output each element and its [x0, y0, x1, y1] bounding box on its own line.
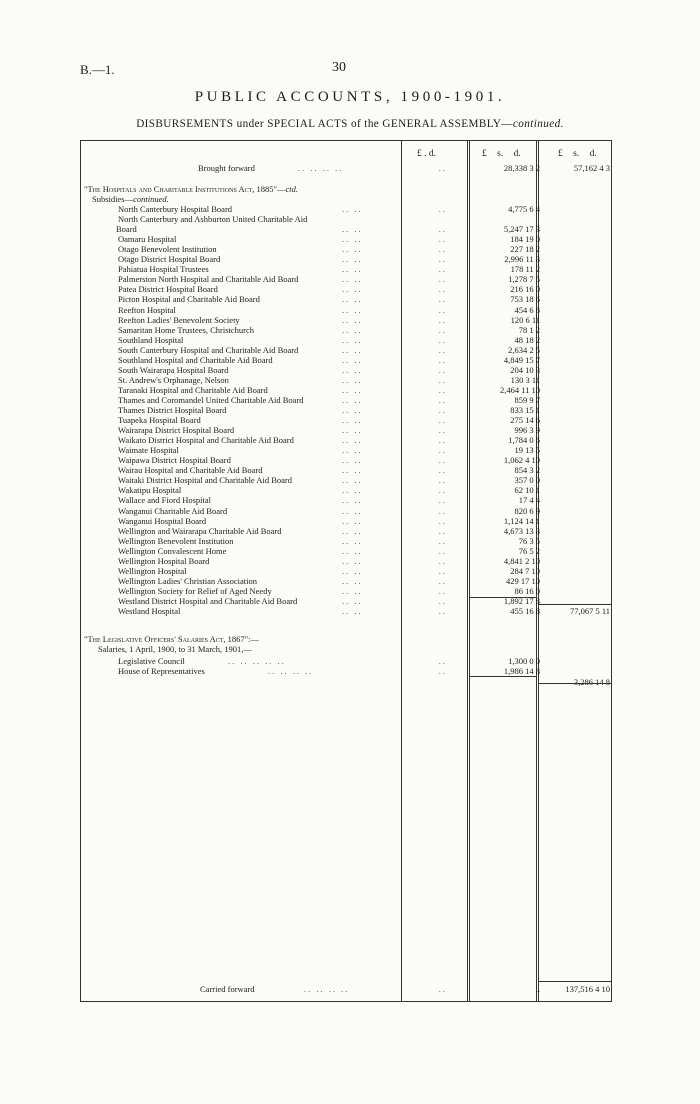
leader-dots: .. .. — [342, 485, 363, 496]
leader-dots: .. .. — [342, 545, 363, 556]
col1-dots: .. — [438, 465, 447, 476]
col1-dots: .. — [438, 666, 447, 676]
hospital-item-row — [80, 485, 612, 495]
hospital-item-amount: 275 14 6 — [510, 415, 540, 426]
hospital-item-name: Southland Hospital — [118, 334, 184, 345]
hospital-item-name: Wanganui Charitable Aid Board — [118, 505, 228, 516]
hospital-item-amount: 859 9 7 — [514, 394, 540, 405]
hospital-item-row — [80, 274, 612, 284]
col1-dots: .. — [438, 284, 447, 295]
leader-dots: .. .. — [342, 284, 363, 295]
hospital-item-name: Taranaki Hospital and Charitable Aid Board — [118, 384, 268, 395]
hospital-item-amount: 753 18 6 — [510, 294, 540, 305]
hospital-item-name: Wallace and Fiord Hospital — [118, 495, 212, 506]
hospital-item-row — [80, 415, 612, 425]
hospital-item-row — [80, 204, 612, 214]
hospital-item-name: Wairau Hospital and Charitable Aid Board — [118, 465, 263, 476]
officers-item-amount: 1,986 14 8 — [503, 666, 540, 676]
officers-item-row — [80, 666, 612, 676]
col1-dots: .. — [438, 505, 447, 516]
hospital-item-amount: 130 3 11 — [510, 374, 540, 385]
hospital-item-name: Palmerston North Hospital and Charitable Aid Board — [118, 274, 299, 285]
hospital-item-row — [80, 576, 612, 586]
hospital-item-row — [80, 234, 612, 244]
col-header-3: £ s. d. — [558, 149, 597, 159]
hospital-item-name: St. Andrew's Orphanage, Nelson — [118, 374, 229, 385]
leader-dots: .. .. — [342, 264, 363, 275]
hospital-item-row — [80, 536, 612, 546]
brought-forward-amount: 28,338 3 2 — [503, 163, 540, 173]
hospital-item-name: Reefton Ladies' Benevolent Society — [118, 314, 240, 325]
hospital-item-row — [80, 516, 612, 526]
col1-dots: .. — [438, 415, 447, 426]
leader-dots: .. .. — [342, 234, 363, 245]
leader-dots: .. .. — [342, 304, 363, 315]
page-number: 30 — [332, 60, 346, 75]
hospital-item-row — [80, 556, 612, 566]
col1-dots: .. — [438, 455, 447, 466]
hospital-item-amount: 2,996 11 3 — [504, 254, 540, 265]
hospitals-total: 77,067 5 11 — [569, 606, 610, 616]
hospital-item-amount: 820 6 9 — [514, 505, 540, 516]
hospital-item-name: Southland Hospital and Charitable Aid Board — [118, 354, 273, 365]
leader-dots: .. .. — [342, 344, 363, 355]
hospital-item-amount: 1,062 4 10 — [503, 455, 540, 466]
hospital-item-row — [80, 425, 612, 435]
hospitals-act-ctd: ctd. — [285, 184, 299, 194]
col1-dots: .. — [438, 535, 447, 546]
leader-dots: .. .. — [342, 244, 363, 255]
col1-dots: .. — [438, 606, 447, 616]
officers-item-row — [80, 656, 612, 666]
col1-dots: .. — [438, 274, 447, 285]
subsidies-continued: continued. — [133, 194, 169, 204]
leader-dots: .. .. — [342, 254, 363, 265]
leader-dots: .. .. — [342, 425, 363, 436]
hospital-item-amount: 227 18 2 — [510, 244, 540, 255]
subtotal-rule-officers — [470, 676, 536, 677]
hospital-item-name: Picton Hospital and Charitable Aid Board — [118, 294, 260, 305]
leader-dots: .. .. — [342, 334, 363, 345]
hospital-item-name: Waikato District Hospital and Charitable Aid Board — [118, 435, 294, 446]
leader-dots: .. .. — [342, 585, 363, 596]
col1-dots: .. — [438, 656, 447, 666]
hospital-item-amount: 184 19 0 — [510, 234, 540, 245]
col1-dots: .. — [438, 495, 447, 506]
leader-dots: .. .. — [342, 314, 363, 325]
col1-dots: .. — [438, 384, 447, 395]
carried-forward-label: Carried forward — [200, 984, 255, 994]
hospital-item-amount: 76 5 2 — [518, 545, 540, 556]
leader-dots: .. .. — [342, 445, 363, 456]
leader-dots: .. .. — [342, 405, 363, 415]
hospitals-act-heading — [80, 184, 612, 194]
hospital-item-name: Wairarapa District Hospital Board — [118, 425, 235, 436]
leader-dots: .. .. — [342, 606, 363, 616]
leader-dots: .. .. — [342, 525, 363, 536]
officers-item-amount: 1,300 0 0 — [508, 656, 540, 666]
leader-dots: .. .. — [342, 364, 363, 375]
hospital-item-amount: 86 16 0 — [514, 585, 540, 596]
officers-item-name: House of Representatives — [118, 666, 205, 676]
leader-dots: .. .. — [342, 294, 363, 305]
officers-item-name: Legislative Council — [118, 656, 185, 666]
leader-dots: .. .. — [342, 495, 363, 506]
col1-dots: .. — [438, 435, 447, 446]
hospital-item-row — [80, 355, 612, 365]
brought-forward-label: Brought forward — [198, 163, 255, 173]
hospital-item-row — [80, 435, 612, 445]
hospital-item-name: South Canterbury Hospital and Charitable Aid Board — [118, 344, 299, 355]
leader-dots: .. .. .. .. — [268, 666, 314, 676]
hospitals-act-title — [84, 184, 298, 194]
hospital-item-name: Tuapeka Hospital Board — [118, 415, 201, 426]
col1-dots: .. — [438, 334, 447, 345]
hospital-item-amount: 2,464 11 10 — [499, 384, 540, 395]
hospital-item-amount: 429 17 10 — [506, 575, 540, 586]
leader-dots: .. .. — [342, 465, 363, 476]
hospital-item-row — [80, 294, 612, 304]
leader-dots: .. .. — [342, 555, 363, 566]
hospital-item-amount: 833 15 1 — [510, 405, 540, 415]
hospital-item-amount: 4,849 15 7 — [503, 354, 540, 365]
hospital-item-amount: 284 7 10 — [510, 565, 540, 576]
col1-dots: .. — [438, 364, 447, 375]
hospital-item-row — [80, 445, 612, 455]
col1-dots: .. — [438, 314, 447, 325]
hospital-item-amount: 1,892 17 8 — [503, 595, 540, 606]
hospital-item-amount: 357 0 0 — [514, 475, 540, 486]
hospital-item-name: Wellington Hospital Board — [118, 555, 210, 566]
hospital-item-row — [80, 325, 612, 335]
col1-dots: .. — [438, 515, 447, 526]
leader-dots: .. .. — [342, 575, 363, 586]
hospital-item-amount: 854 3 2 — [514, 465, 540, 476]
hospital-item-amount: 4,841 2 10 — [503, 555, 540, 566]
col2-dots: .. — [535, 984, 540, 994]
col1-dots: .. — [438, 264, 447, 275]
hospital-item-row — [80, 526, 612, 536]
hospital-item-amount: 4,673 13 3 — [503, 525, 540, 536]
hospital-item-row — [80, 335, 612, 345]
leader-dots: .. .. — [342, 374, 363, 385]
hospital-item-row — [80, 495, 612, 505]
hospital-item-row — [80, 475, 612, 485]
col1-dots: .. — [438, 475, 447, 486]
carried-forward-row — [80, 984, 612, 994]
col1-dots: .. — [438, 425, 447, 436]
hospital-item-row — [80, 305, 612, 315]
leader-dots: .. .. — [342, 515, 363, 526]
hospital-item-amount: 1,784 0 6 — [508, 435, 540, 446]
hospital-item-row — [80, 345, 612, 355]
col1-dots: .. — [438, 324, 447, 335]
hospital-item-name: Wakatipu Hospital — [118, 485, 182, 496]
col1-dots: .. — [438, 204, 447, 214]
col1-dots: .. — [438, 163, 447, 173]
leader-dots: .. .. — [342, 535, 363, 546]
hospital-item-amount: 76 3 5 — [518, 535, 540, 546]
leader-dots: .. .. — [342, 224, 363, 235]
col1-dots: .. — [438, 344, 447, 355]
hospital-item-name: Westland Hospital — [118, 606, 181, 616]
col1-dots: .. — [438, 545, 447, 556]
hospital-item-name: Waipawa District Hospital Board — [118, 455, 231, 466]
leader-dots: .. .. .. .. — [298, 163, 344, 173]
hospital-item-amount: 48 18 2 — [514, 334, 540, 345]
col1-dots: .. — [438, 294, 447, 305]
hospital-item-name: North Canterbury and Ashburton United Charitable Aid — [118, 214, 308, 225]
hospital-item-row — [80, 546, 612, 556]
hospital-item-amount: 204 10 3 — [510, 364, 540, 375]
hospital-item-amount: 62 10 1 — [514, 485, 540, 496]
hospital-item-name: Waimate Hospital — [118, 445, 179, 456]
hospital-item-name: Otago District Hospital Board — [118, 254, 221, 265]
col1-dots: .. — [438, 485, 447, 496]
brought-forward-total: 57,162 4 3 — [573, 163, 610, 173]
hospital-item-amount: 5,247 17 3 — [503, 224, 540, 235]
page-subtitle — [0, 118, 700, 130]
officers-salaries-heading — [80, 644, 612, 654]
hospital-item-amount: 1,278 7 5 — [508, 274, 540, 285]
hospital-item-name: Wellington Benevolent Institution — [118, 535, 234, 546]
leader-dots: .. .. — [342, 384, 363, 395]
col-header-1: £ . d. — [417, 149, 436, 159]
col-header-2: £ s. d. — [482, 149, 521, 159]
hospital-item-amount: 454 6 8 — [514, 304, 540, 315]
hospital-item-name: Thames District Hospital Board — [118, 405, 227, 415]
hospital-item-amount: 178 11 2 — [510, 264, 540, 275]
subsidies-label — [92, 194, 169, 204]
hospital-item-name: Samaritan Home Trustees, Christchurch — [118, 324, 254, 335]
col1-dots: .. — [438, 224, 447, 235]
col1-dots: .. — [438, 585, 447, 596]
hospital-item-row — [80, 385, 612, 395]
col1-dots: .. — [438, 555, 447, 566]
leader-dots: .. .. — [342, 274, 363, 285]
hospital-item-amount: 78 1 2 — [518, 324, 540, 335]
hospital-item-name: Wellington and Wairarapa Charitable Aid Board — [118, 525, 282, 536]
leader-dots: .. .. — [342, 505, 363, 516]
leader-dots: .. .. .. .. .. — [228, 656, 286, 666]
hospital-item-amount: 19 13 5 — [514, 445, 540, 456]
hospital-item-name: Wellington Ladies' Christian Association — [118, 575, 257, 586]
hospital-item-amount: 455 16 8 — [510, 606, 540, 616]
col1-dots: .. — [438, 575, 447, 586]
col1-dots: .. — [438, 565, 447, 576]
leader-dots: .. .. — [342, 455, 363, 466]
col1-dots: .. — [438, 234, 447, 245]
hospital-item-name: Pahiatua Hospital Trustees — [118, 264, 209, 275]
hospital-item-name: Westland District Hospital and Charitable Aid Board — [118, 595, 298, 606]
leader-dots: .. .. — [342, 204, 363, 214]
total-rule-carried — [539, 981, 611, 982]
col1-dots: .. — [438, 595, 447, 606]
hospital-item-name: Reefton Hospital — [118, 304, 176, 315]
brought-forward-row — [80, 163, 612, 173]
leader-dots: .. .. — [342, 595, 363, 606]
hospital-item-name: South Wairarapa Hospital Board — [118, 364, 229, 375]
hospital-item-amount: 4,775 6 4 — [508, 204, 540, 214]
hospital-item-row — [80, 264, 612, 274]
subtotal-rule-hospitals — [470, 597, 536, 598]
hospital-item-name: Oamaru Hospital — [118, 234, 177, 245]
col1-dots: .. — [438, 525, 447, 536]
total-rule-officers — [539, 683, 611, 684]
col1-dots: .. — [438, 354, 447, 365]
hospital-item-row — [80, 465, 612, 475]
col1-dots: .. — [438, 244, 447, 255]
col1-dots: .. — [438, 374, 447, 385]
hospital-item-row — [80, 455, 612, 465]
page-title: PUBLIC ACCOUNTS, 1900-1901. — [194, 89, 506, 105]
leader-dots: .. .. — [342, 354, 363, 365]
hospital-item-name: Patea District Hospital Board — [118, 284, 218, 295]
hospital-item-amount: 996 3 9 — [514, 425, 540, 436]
hospital-item-row — [80, 586, 612, 596]
hospital-item-name: North Canterbury Hospital Board — [118, 204, 233, 214]
hospital-item-row — [80, 284, 612, 294]
leader-dots: .. .. — [342, 475, 363, 486]
hospital-item-amount: 17 4 4 — [518, 495, 540, 506]
col1-dots: .. — [438, 445, 447, 456]
officers-total-row — [80, 677, 612, 687]
officers-act-heading — [80, 634, 612, 644]
officers-act-title: "The Legislative Officers' Salaries Act, 1867":— — [84, 634, 260, 644]
hospital-item-row — [80, 506, 612, 516]
hospital-item-row — [80, 365, 612, 375]
header-ref: B.—1. — [80, 62, 115, 77]
hospital-item-row — [80, 375, 612, 385]
hospital-item-name: Board — [116, 224, 137, 235]
leader-dots: .. .. — [342, 324, 363, 335]
hospitals-act-name: "The Hospitals and Charitable Institutions Act, 1885"— — [84, 184, 286, 194]
hospital-item-row — [80, 224, 612, 234]
hospital-item-name: Wellington Convalescent Home — [118, 545, 227, 556]
col1-dots: .. — [438, 254, 447, 265]
leader-dots: .. .. — [342, 415, 363, 426]
hospitals-subsidies-heading — [80, 194, 612, 204]
hospital-item-row — [80, 254, 612, 264]
hospitals-total-row — [80, 606, 612, 616]
leader-dots: .. .. — [342, 394, 363, 405]
hospital-item-row — [80, 244, 612, 254]
hospital-item-amount: 216 16 0 — [510, 284, 540, 295]
officers-salaries-label: Salaries, 1 April, 1900, to 31 March, 1901,— — [98, 644, 252, 654]
col1-dots: .. — [438, 405, 447, 415]
subsidies-text: Subsidies— — [92, 194, 134, 204]
hospital-item-name: Thames and Coromandel United Charitable Aid Board — [118, 394, 304, 405]
leader-dots: .. .. .. .. — [304, 984, 350, 994]
leader-dots: .. .. — [342, 435, 363, 446]
hospital-item-row — [80, 405, 612, 415]
subtitle-continued: continued. — [512, 118, 564, 130]
subtitle-text: DISBURSEMENTS under SPECIAL ACTS of the GENERAL ASSEMBLY— — [136, 118, 513, 130]
ledger-table — [80, 140, 612, 1002]
hospital-item-name: Wellington Hospital — [118, 565, 187, 576]
hospital-item-amount: 2,634 2 5 — [508, 344, 540, 355]
hospital-item-amount: 1,124 14 1 — [503, 515, 540, 526]
col1-dots: .. — [438, 984, 447, 994]
col1-dots: .. — [438, 304, 447, 315]
leader-dots: .. .. — [342, 565, 363, 576]
hospital-item-name: Wanganui Hospital Board — [118, 515, 207, 526]
total-rule-hospitals — [539, 604, 611, 605]
hospital-item-row — [80, 315, 612, 325]
hospital-item-name: Otago Benevolent Institution — [118, 244, 217, 255]
officers-total: 3,286 14 8 — [573, 677, 610, 687]
col1-dots: .. — [438, 394, 447, 405]
hospital-item-amount: 120 6 11 — [510, 314, 540, 325]
hospital-item-row — [80, 395, 612, 405]
hospital-item-name: Waitaki District Hospital and Charitable Aid Board — [118, 475, 293, 486]
hospital-item-name: Wellington Society for Relief of Aged Needy — [118, 585, 272, 596]
carried-forward-total: 137,516 4 10 — [565, 984, 610, 994]
hospital-item-row — [80, 214, 612, 224]
hospital-item-row — [80, 566, 612, 576]
